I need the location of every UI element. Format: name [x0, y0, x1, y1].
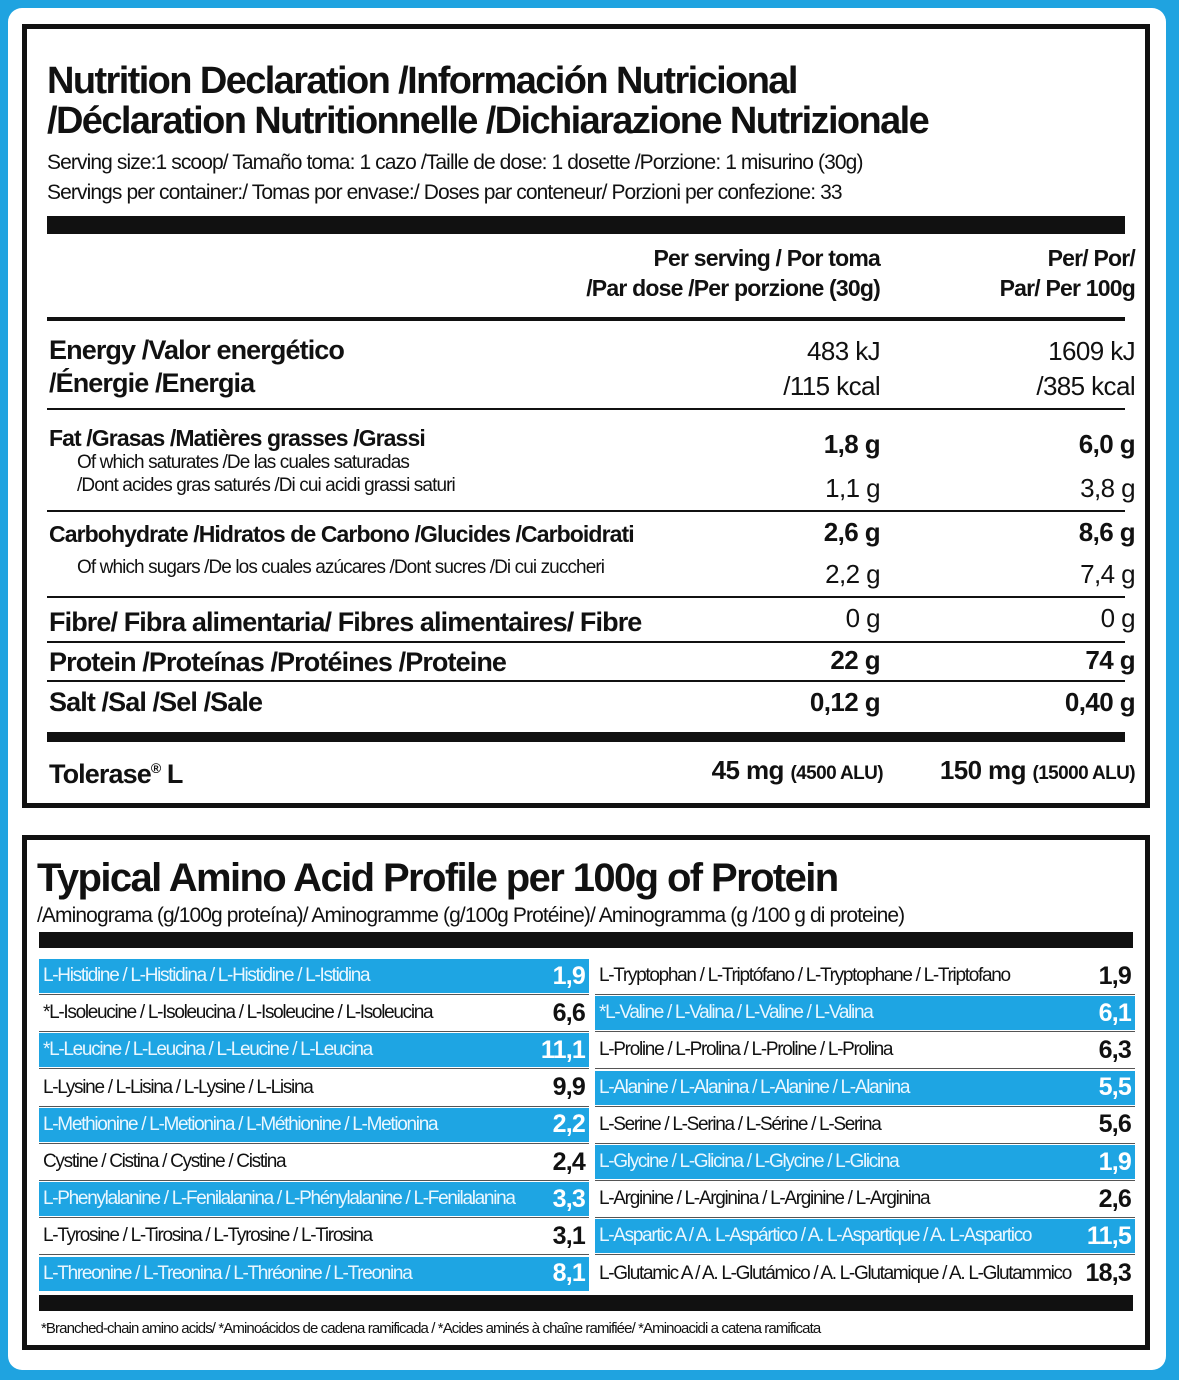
tolerase-per-serving: 45 mg (4500 ALU): [711, 755, 883, 785]
energy-per-serving: 483 kJ /115 kcal: [783, 336, 880, 401]
amino-acid-name: L-Glycine / L-Glicina / L-Glycine / L-Glicina: [599, 1151, 899, 1172]
amino-acid-value: 9,9: [552, 1073, 585, 1102]
amino-acid-row: [39, 1108, 589, 1142]
amino-acid-value: 6,3: [1098, 1035, 1131, 1064]
thick-rule: [47, 732, 1125, 742]
servings-per-container: Servings per container:/ Tomas por envase:/ Doses par conteneur/ Porzioni per confezione: 33: [47, 181, 842, 204]
thick-rule: [39, 932, 1133, 948]
amino-acid-value: 6,1: [1098, 998, 1131, 1027]
protein-label: Protein /Proteínas /Protéines /Proteine: [49, 647, 507, 677]
row-divider: [595, 1217, 1135, 1218]
nutrition-declaration-panel: [22, 24, 1150, 808]
amino-acid-row: [39, 1071, 589, 1105]
amino-acid-name: L-Aspartic A / A. L-Aspártico / A. L-Aspartique / A. L-Aspartico: [599, 1225, 1032, 1247]
amino-acid-row: [595, 996, 1135, 1030]
rule: [47, 408, 1125, 410]
row-divider: [595, 1254, 1135, 1255]
tolerase-label: Tolerase® L: [49, 759, 183, 789]
row-divider: [39, 1031, 589, 1032]
sugars-per-100g: 7,4 g: [1080, 559, 1135, 589]
amino-acid-value: 5,5: [1098, 1073, 1131, 1102]
amino-acid-value: 1,9: [1098, 961, 1131, 990]
amino-acid-value: 2,2: [552, 1110, 585, 1139]
amino-acid-name: L-Lysine / L-Lisina / L-Lysine / L-Lisina: [43, 1076, 313, 1098]
protein-per-100g: 74 g: [1085, 645, 1135, 675]
amino-acid-value: 1,9: [552, 961, 585, 990]
row-divider: [595, 994, 1135, 995]
carbohydrate-per-serving: 2,6 g: [823, 517, 880, 547]
amino-acid-row: [595, 1182, 1135, 1216]
row-divider: [39, 1254, 589, 1255]
row-divider: [39, 1068, 589, 1069]
amino-acid-row: [595, 1145, 1135, 1179]
fibre-per-serving: 0 g: [845, 603, 880, 633]
amino-acid-value: 11,1: [540, 1035, 585, 1064]
amino-acid-value: 8,1: [552, 1259, 585, 1288]
amino-acid-name: L-Tryptophan / L-Triptófano / L-Tryptophane / L-Triptofano: [599, 965, 1010, 986]
amino-acid-row: [39, 1257, 589, 1291]
row-divider: [39, 994, 589, 995]
amino-acid-value: 2,4: [552, 1147, 585, 1176]
amino-acid-name: L-Alanine / L-Alanina / L-Alanine / L-Alanina: [599, 1076, 910, 1098]
thick-rule: [47, 216, 1125, 234]
amino-acid-row: [39, 996, 589, 1030]
amino-acid-name: L-Phenylalanine / L-Fenilalanina / L-Phénylalanine / L-Fenilalanina: [43, 1188, 515, 1210]
amino-acid-name: L-Proline / L-Prolina / L-Proline / L-Prolina: [599, 1039, 893, 1061]
rule: [47, 680, 1125, 682]
sugars-per-serving: 2,2 g: [825, 559, 880, 589]
energy-label: Energy /Valor energético /Énergie /Energia: [49, 335, 345, 398]
branched-chain-footnote: *Branched-chain amino acids/ *Aminoácidos de cadena ramificada / *Acides aminés à chaîne ramifiée/ *Aminoacidi a catena ramificata: [41, 1320, 821, 1337]
amino-acid-row: [39, 1033, 589, 1067]
row-divider: [39, 1217, 589, 1218]
amino-acid-name: L-Arginine / L-Arginina / L-Arginine / L-Arginina: [599, 1188, 930, 1210]
row-divider: [595, 1031, 1135, 1032]
amino-acid-value: 6,6: [552, 998, 585, 1027]
amino-acid-row: [595, 1219, 1135, 1253]
energy-per-100g: 1609 kJ /385 kcal: [1036, 336, 1135, 401]
saturates-per-100g: 3,8 g: [1080, 473, 1135, 503]
amino-acid-row: [39, 1219, 589, 1253]
nutrition-title-line2: /Déclaration Nutritionnelle /Dichiarazione Nutrizionale: [47, 100, 929, 142]
amino-acid-name: *L-Isoleucine / L-Isoleucina / L-Isoleucine / L-Isoleucina: [43, 1002, 433, 1024]
amino-acid-value: 11,5: [1086, 1221, 1131, 1250]
amino-acid-value: 1,9: [1098, 1147, 1131, 1176]
row-divider: [39, 1180, 589, 1181]
fat-label: Fat /Grasas /Matières grasses /Grassi: [49, 425, 425, 451]
amino-acid-name: Cystine / Cistina / Cystine / Cistina: [43, 1151, 286, 1172]
amino-acid-row: [595, 1257, 1135, 1291]
amino-acid-value: 5,6: [1098, 1110, 1131, 1139]
amino-subtitle: /Aminograma (g/100g proteína)/ Aminogramme (g/100g Protéine)/ Aminogramma (g /100 g di proteine): [37, 904, 905, 927]
fat-per-serving: 1,8 g: [823, 429, 880, 459]
row-divider: [595, 1106, 1135, 1107]
rule: [47, 510, 1125, 512]
nutrition-title-line1: Nutrition Declaration /Información Nutricional: [47, 60, 797, 102]
amino-title: Typical Amino Acid Profile per 100g of Protein: [37, 856, 838, 900]
salt-per-serving: 0,12 g: [809, 687, 880, 717]
amino-acid-row: [595, 1033, 1135, 1067]
fat-per-100g: 6,0 g: [1078, 429, 1135, 459]
carbohydrate-per-100g: 8,6 g: [1078, 517, 1135, 547]
rule: [47, 596, 1125, 598]
amino-acid-name: L-Methionine / L-Metionina / L-Méthionine / L-Metionina: [43, 1113, 438, 1135]
sugars-label: Of which sugars /De los cuales azúcares /Dont sucres /Di cui zuccheri: [77, 557, 605, 578]
thick-rule: [39, 1295, 1133, 1311]
amino-acid-row: [595, 1108, 1135, 1142]
saturates-per-serving: 1,1 g: [825, 473, 880, 503]
row-divider: [595, 1180, 1135, 1181]
per-serving-header: Per serving / Por toma /Par dose /Per porzione (30g): [586, 245, 880, 301]
rule: [47, 317, 1125, 321]
amino-acid-row: [595, 959, 1135, 993]
row-divider: [39, 1143, 589, 1144]
fibre-label: Fibre/ Fibra alimentaria/ Fibres alimentaires/ Fibre: [49, 607, 642, 637]
amino-acid-name: *L-Leucine / L-Leucina / L-Leucine / L-Leucina: [43, 1039, 372, 1061]
amino-acid-name: L-Histidine / L-Histidina / L-Histidine / L-Istidina: [43, 965, 370, 986]
amino-acid-row: [39, 959, 589, 993]
serving-size: Serving size:1 scoop/ Tamaño toma: 1 cazo /Taille de dose: 1 dosette /Porzione: 1 misurino (30g): [47, 151, 863, 174]
rule: [47, 641, 1125, 643]
salt-per-100g: 0,40 g: [1064, 687, 1135, 717]
amino-acid-value: 3,1: [552, 1221, 585, 1250]
per-100g-header: Per/ Por/ Par/ Per 100g: [999, 245, 1135, 301]
amino-acid-value: 3,3: [552, 1184, 585, 1213]
amino-acid-row: [39, 1182, 589, 1216]
amino-acid-name: L-Tyrosine / L-Tirosina / L-Tyrosine / L-Tirosina: [43, 1225, 372, 1247]
salt-label: Salt /Sal /Sel /Sale: [49, 687, 263, 717]
row-divider: [39, 1106, 589, 1107]
amino-acid-name: L-Threonine / L-Treonina / L-Thréonine / L-Treonina: [43, 1262, 412, 1284]
amino-acid-row: [39, 1145, 589, 1179]
carbohydrate-label: Carbohydrate /Hidratos de Carbono /Glucides /Carboidrati: [49, 521, 634, 547]
amino-acid-name: L-Serine / L-Serina / L-Sérine / L-Serina: [599, 1113, 881, 1135]
tolerase-per-100g: 150 mg (15000 ALU): [939, 755, 1135, 785]
row-divider: [595, 1068, 1135, 1069]
amino-acid-name: *L-Valine / L-Valina / L-Valine / L-Valina: [599, 1002, 873, 1024]
amino-acid-value: 18,3: [1085, 1259, 1131, 1288]
amino-acid-value: 2,6: [1098, 1184, 1131, 1213]
amino-acid-profile-panel: [22, 835, 1150, 1350]
amino-acid-row: [595, 1071, 1135, 1105]
amino-acid-name: L-Glutamic A / A. L-Glutámico / A. L-Glutamique / A. L-Glutammico: [599, 1262, 1071, 1284]
protein-per-serving: 22 g: [830, 645, 880, 675]
fibre-per-100g: 0 g: [1100, 603, 1135, 633]
row-divider: [595, 1143, 1135, 1144]
saturates-label: Of which saturates /De las cuales saturadas /Dont acides gras saturés /Di cui acidi grassi saturi: [77, 452, 455, 496]
